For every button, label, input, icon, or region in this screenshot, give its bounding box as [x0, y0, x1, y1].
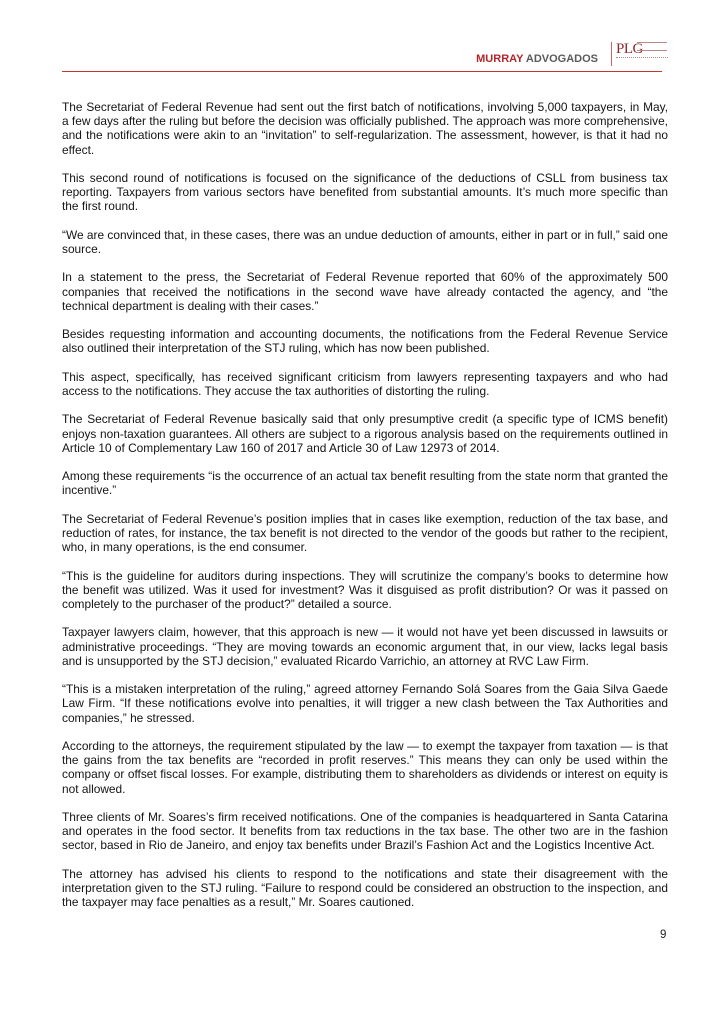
paragraph: According to the attorneys, the requirement stipulated by the law — to exempt the taxpayer from taxation — is that the gains from the tax benefits are “recorded in profit reserves.” This means they can only be used within the company or offset fiscal losses. For example, distributing them to shareholders as dividends or interest on equity is not allowed.: [62, 738, 668, 796]
plg-logo-tagline: [616, 57, 668, 58]
paragraph: “This is a mistaken interpretation of the ruling,” agreed attorney Fernando Solá Soares from the Gaia Silva Gaede Law Firm. “If these notifications evolve into penalties, it will trigger a new clash between the Tax Authorities and companies,” he stressed.: [62, 682, 668, 725]
paragraph: In a statement to the press, the Secretariat of Federal Revenue reported that 60% of the approximately 500 companies that received the notifications in the second wave have already contacted the agency, and “the technical department is dealing with their cases.”: [62, 270, 668, 313]
body-text: [62, 100, 668, 924]
page-header: [62, 38, 662, 80]
paragraph: The attorney has advised his clients to respond to the notifications and state their disagreement with the interpretation given to the STJ ruling. “Failure to respond could be considered an obstruction to the inspection, and the taxpayer may face penalties as a result,” Mr. Soares cautioned.: [62, 866, 668, 910]
firm-name-advogados: ADVOGADOS: [525, 53, 598, 65]
paragraph: The Secretariat of Federal Revenue basically said that only presumptive credit (a specific type of ICMS benefit) enjoys non-taxation guarantees. All others are subject to a rigorous analysis based on the requirements outlined in Article 10 of Complementary Law 160 of 2017 and Article 30 of Law 12973 of 2014.: [62, 412, 668, 455]
firm-name: [476, 53, 598, 65]
header-rule: [62, 71, 662, 72]
firm-name-murray: MURRAY: [476, 53, 524, 65]
paragraph: Among these requirements “is the occurrence of an actual tax benefit resulting from the state norm that granted the incentive.”: [62, 469, 668, 498]
paragraph: This aspect, specifically, has received significant criticism from lawyers representing taxpayers and who had access to the notifications. They accuse the tax authorities of distorting the ruling.: [62, 369, 668, 398]
header-divider: [611, 42, 612, 66]
paragraph: The Secretariat of Federal Revenue had sent out the first batch of notifications, involving 5,000 taxpayers, in May, a few days after the ruling but before the decision was officially published. The approach was more comprehensive, and the notifications were akin to an “invitation” to self-regularization. The assessment, however, is that it had no effect.: [62, 100, 668, 157]
plg-logo-line: [637, 50, 667, 54]
plg-logo-line: [637, 42, 667, 46]
paragraph: “This is the guideline for auditors during inspections. They will scrutinize the company’s books to determine how the benefit was utilized. Was it used for investment? Was it disguised as profit distribution? Or was it passed on completely to the purchaser of the product?” detailed a source.: [62, 568, 668, 611]
plg-logo: [616, 40, 668, 68]
paragraph: “We are convinced that, in these cases, there was an undue deduction of amounts, either in part or in full,” said one source.: [62, 227, 668, 256]
plg-logo-mark: PLG: [616, 41, 643, 57]
page-number: 9: [660, 929, 667, 941]
paragraph: Besides requesting information and accounting documents, the notifications from the Federal Revenue Service also outlined their interpretation of the STJ ruling, which has now been published.: [62, 327, 668, 356]
paragraph: Taxpayer lawyers claim, however, that this approach is new — it would not have yet been discussed in lawsuits or administrative proceedings. “They are moving towards an economic argument that, in our view, lacks legal basis and is unsupported by the STJ decision,” evaluated Ricardo Varrichio, an attorney at RVC Law Firm.: [62, 625, 668, 668]
paragraph: The Secretariat of Federal Revenue’s position implies that in cases like exemption, reduction of the tax base, and reduction of rates, for instance, the tax benefit is not directed to the vendor of the goods but rather to the recipient, who, in many operations, is the end consumer.: [62, 511, 668, 555]
paragraph: This second round of notifications is focused on the significance of the deductions of CSLL from business tax reporting. Taxpayers from various sectors have benefited from substantial amounts. It’s much more specific than the first round.: [62, 171, 668, 214]
paragraph: Three clients of Mr. Soares’s firm received notifications. One of the companies is headquartered in Santa Catarina and operates in the food sector. It benefits from tax reductions in the tax base. The other two are in the fashion sector, based in Rio de Janeiro, and enjoy tax benefits under Brazil’s Fashion Act and the Logistics Incentive Act.: [62, 809, 668, 853]
